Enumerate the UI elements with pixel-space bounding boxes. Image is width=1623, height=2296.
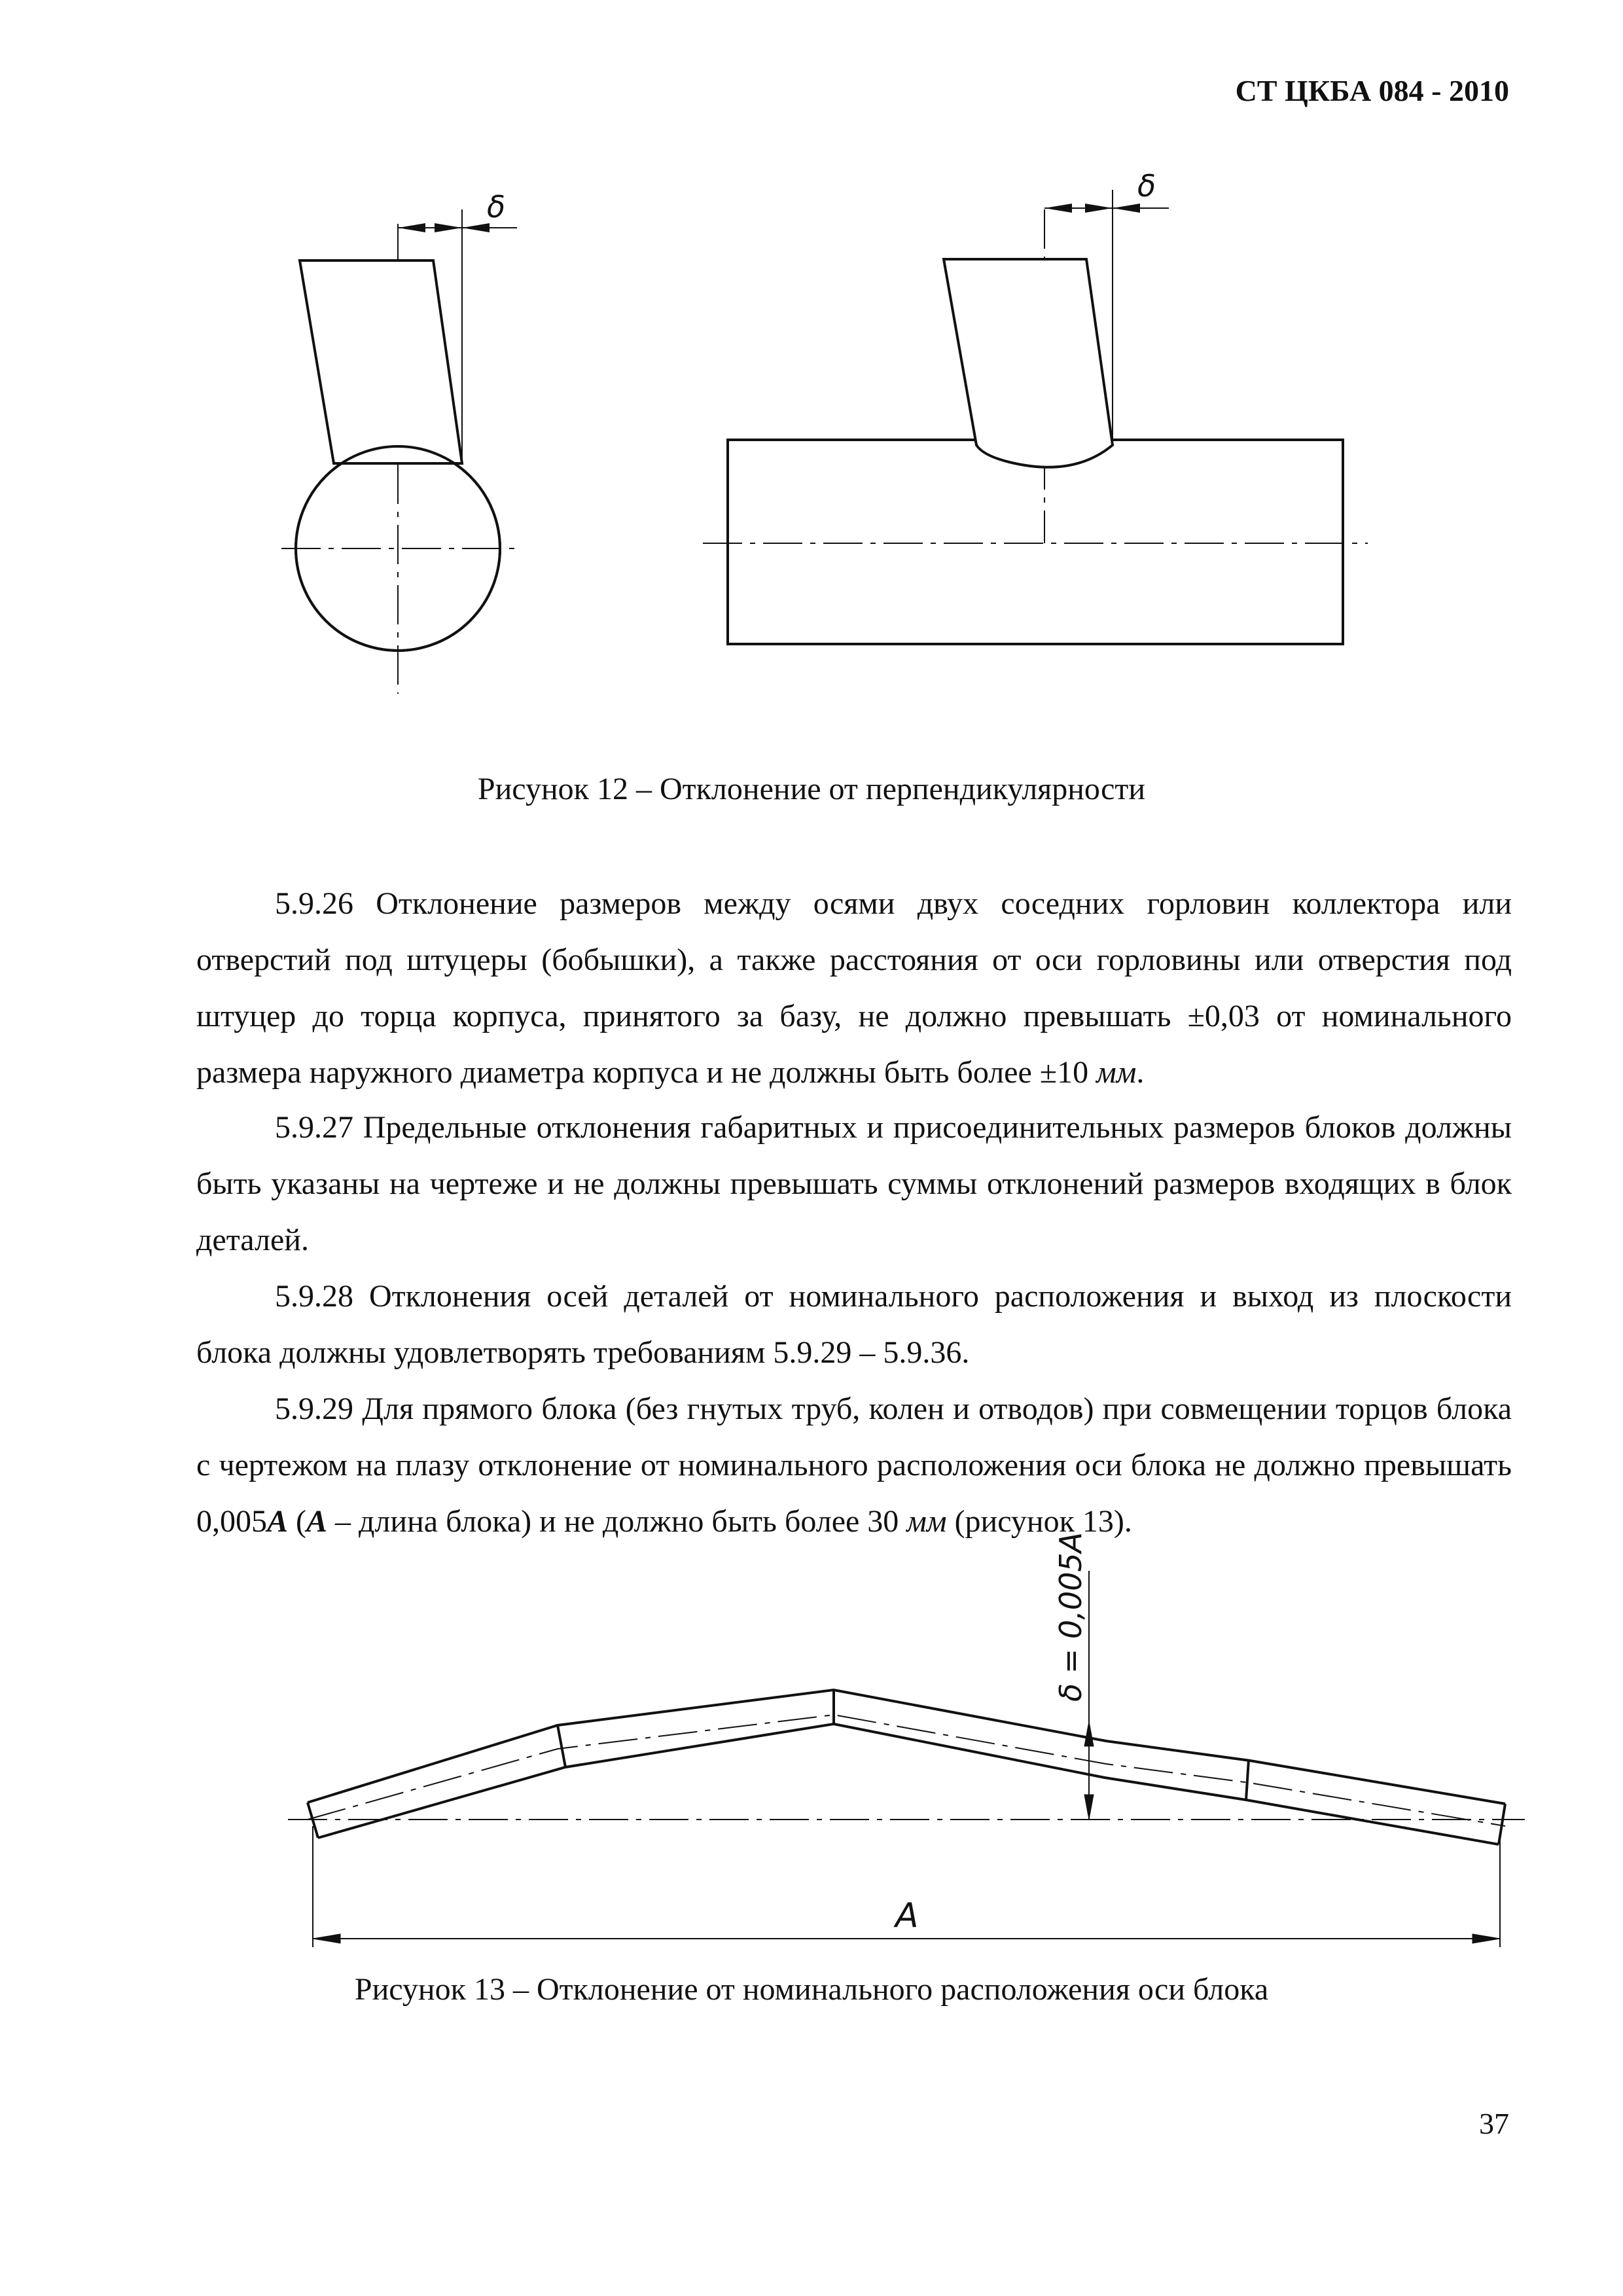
unit-mm: мм xyxy=(1096,1055,1137,1090)
paragraph-tail: . xyxy=(1136,1055,1145,1090)
symbol-A: A xyxy=(306,1504,328,1539)
delta-formula-label: δ = 0,005A xyxy=(1053,1532,1088,1702)
paragraph-5-9-29 xyxy=(196,1381,1512,1550)
paragraph-text: 5.9.29 Для прямого блока (без гнутых труб, колен и отводов) при совмещении торцов блока с чертежом на плазу отклонение от номинального расположения оси блока не должно превышать 0,005 xyxy=(196,1391,1512,1539)
block-outline-lower xyxy=(318,1724,1499,1844)
inclined-branch-right xyxy=(944,259,1113,467)
delta-label-right: δ xyxy=(1137,168,1156,204)
paragraph-5-9-28 xyxy=(196,1268,1512,1381)
length-label-A: A xyxy=(895,1896,919,1935)
joint-3 xyxy=(1246,1759,1249,1800)
inclined-branch-left xyxy=(300,260,462,463)
actual-axis-line xyxy=(308,1715,1505,1826)
document-code: СТ ЦКБА 084 - 2010 xyxy=(1235,74,1509,107)
figure-13-caption: Рисунок 13 – Отклонение от номинального расположения оси блока xyxy=(354,1972,1269,2007)
figure-12-drawing xyxy=(0,0,1623,733)
paragraph-text: – длина блока) и не должно быть более 30 xyxy=(327,1504,907,1539)
block-outline-upper xyxy=(308,1690,1505,1804)
paragraph-5-9-26 xyxy=(196,876,1512,1101)
paragraph-tail: (рисунок 13). xyxy=(946,1504,1132,1539)
delta-label-left: δ xyxy=(487,189,506,224)
paragraph-text: ( xyxy=(288,1504,306,1539)
paragraph-text: 5.9.27 Предельные отклонения габаритных и присоединительных размеров блоков должны быть указаны на чертеже и не должны превышать суммы отклонений размеров входящих в блок деталей. xyxy=(196,1110,1512,1257)
figure-13-drawing xyxy=(0,1532,1623,1935)
figure-12-caption: Рисунок 12 – Отклонение от перпендикулярности xyxy=(477,772,1146,806)
page-number: 37 xyxy=(1479,2107,1509,2140)
symbol-A: A xyxy=(267,1504,289,1539)
paragraph-text: 5.9.26 Отклонение размеров между осями двух соседних горловин коллектора или отверстий под штуцеры (бобышки), а также расстояния от оси горловины или отверстия под штуцер до торца корпуса, принятого за базу, не должно превышать ±0,03 от номинального размера наружного диаметра корпуса и не должны быть более ±10 xyxy=(196,886,1512,1090)
joint-1 xyxy=(558,1725,565,1767)
paragraph-text: 5.9.28 Отклонения осей деталей от номинального расположения и выход из плоскости блока должны удовлетворять требованиям 5.9.29 – 5.9.36. xyxy=(196,1279,1512,1370)
collector-body xyxy=(728,440,1343,644)
unit-mm: мм xyxy=(906,1504,947,1539)
paragraph-5-9-27 xyxy=(196,1100,1512,1268)
